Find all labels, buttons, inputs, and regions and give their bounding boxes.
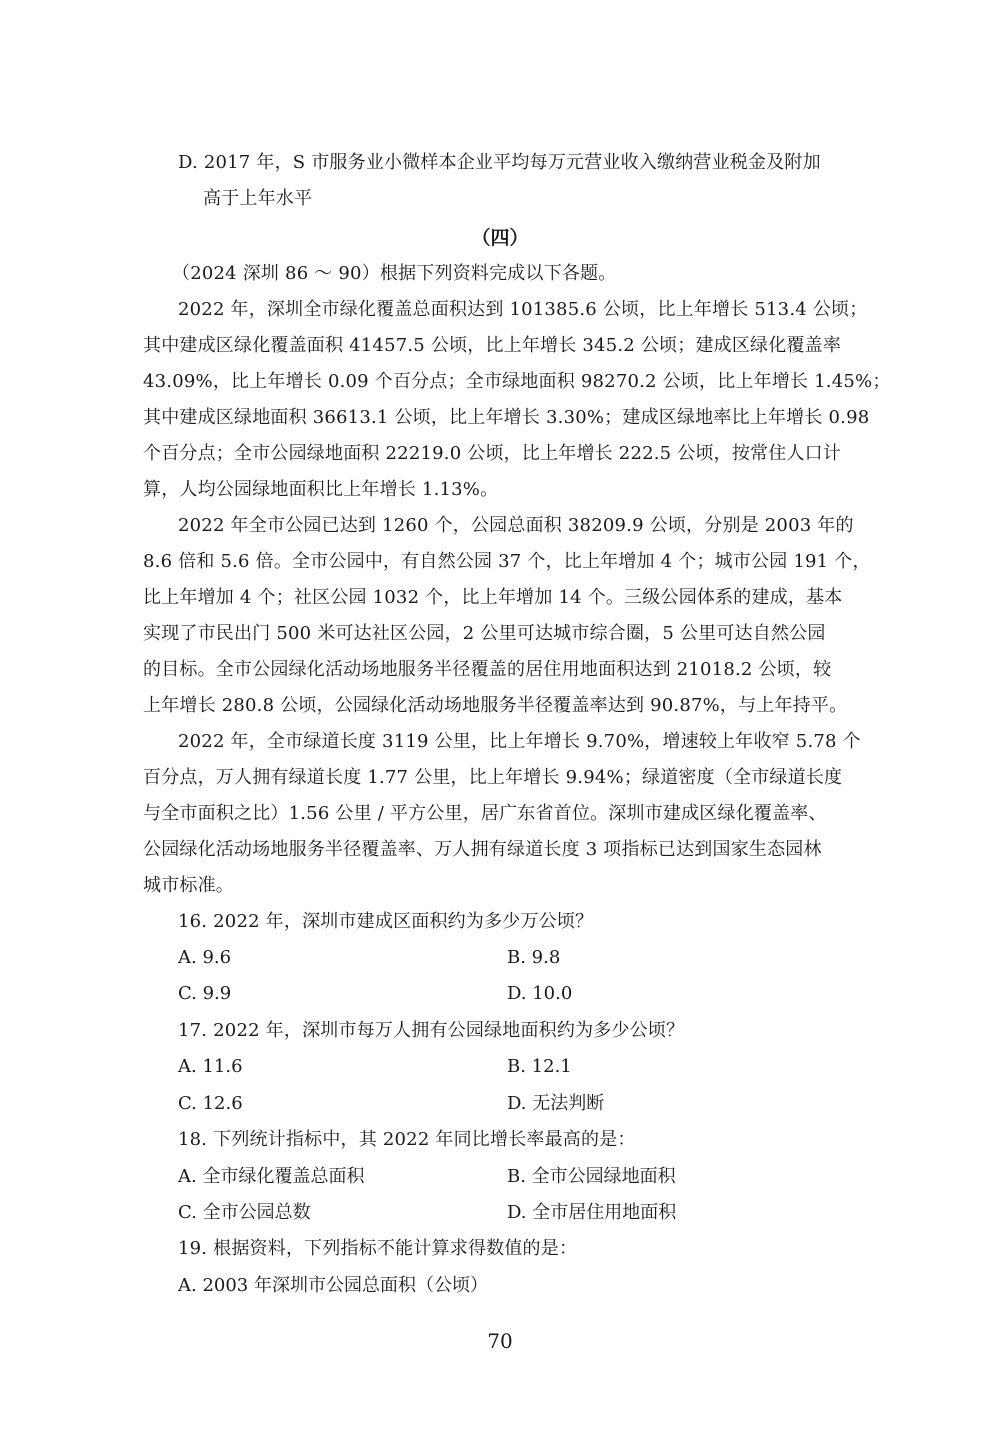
paragraph-3-line: 百分点，万人拥有绿道长度 1.77 公里，比上年增长 9.94%；绿道密度（全市绿道长度 xyxy=(143,767,843,788)
question-16-option-b: B. 9.8 xyxy=(507,947,561,968)
prev-option-d-line2: 高于上年水平 xyxy=(203,188,313,209)
prev-option-d-line1: D. 2017 年，S 市服务业小微样本企业平均每万元营业收入缴纳营业税金及附加 xyxy=(178,152,821,173)
question-17-option-d: D. 无法判断 xyxy=(507,1093,605,1114)
paragraph-2-line: 实现了市民出门 500 米可达社区公园，2 公里可达城市综合圈，5 公里可达自然公园 xyxy=(143,623,826,644)
paragraph-1-line: 43.09%，比上年增长 0.09 个百分点；全市绿地面积 98270.2 公顷，比上年增长 1.45%； xyxy=(143,371,891,392)
question-18-stem: 18. 下列统计指标中，其 2022 年同比增长率最高的是： xyxy=(178,1129,636,1150)
paragraph-2-line: 2022 年全市公园已达到 1260 个，公园总面积 38209.9 公顷，分别是 2003 年的 xyxy=(178,515,854,536)
question-16-stem: 16. 2022 年，深圳市建成区面积约为多少万公顷？ xyxy=(178,911,594,932)
question-17-option-b: B. 12.1 xyxy=(507,1056,572,1077)
question-16-option-a: A. 9.6 xyxy=(178,947,232,968)
paragraph-1-line: 其中建成区绿化覆盖面积 41457.5 公顷，比上年增长 345.2 公顷；建成区绿化覆盖率 xyxy=(143,335,842,356)
question-19-stem: 19. 根据资料，下列指标不能计算求得数值的是： xyxy=(178,1238,578,1259)
paragraph-2-line: 8.6 倍和 5.6 倍。全市公园中，有自然公园 37 个，比上年增加 4 个；城市公园 191 个， xyxy=(143,551,871,572)
page-number: 70 xyxy=(487,1329,513,1353)
paragraph-1-line: 算，人均公园绿地面积比上年增长 1.13%。 xyxy=(143,479,499,500)
question-17-option-c: C. 12.6 xyxy=(178,1093,243,1114)
question-19-option-a: A. 2003 年深圳市公园总面积（公顷） xyxy=(178,1275,488,1296)
paragraph-3-line: 城市标准。 xyxy=(143,875,234,896)
question-17-stem: 17. 2022 年，深圳市每万人拥有公园绿地面积约为多少公顷？ xyxy=(178,1020,685,1041)
paragraph-1-line: 其中建成区绿地面积 36613.1 公顷，比上年增长 3.30%；建成区绿地率比上年增长 0.98 xyxy=(143,407,870,428)
question-17-option-a: A. 11.6 xyxy=(178,1056,243,1077)
paragraph-2-line: 的目标。全市公园绿化活动场地服务半径覆盖的居住用地面积达到 21018.2 公顷，较 xyxy=(143,659,832,680)
paragraph-3-line: 2022 年，全市绿道长度 3119 公里，比上年增长 9.70%，增速较上年收窄 5.78 个 xyxy=(178,731,861,752)
question-18-option-a: A. 全市绿化覆盖总面积 xyxy=(178,1166,365,1187)
paragraph-1-line: 2022 年，深圳全市绿化覆盖总面积达到 101385.6 公顷，比上年增长 513.4 公顷； xyxy=(178,299,868,320)
question-16-option-d: D. 10.0 xyxy=(507,983,573,1004)
paragraph-2-line: 比上年增加 4 个；社区公园 1032 个，比上年增加 14 个。三级公园体系的建成，基本 xyxy=(143,587,843,608)
paragraph-2-line: 上年增长 280.8 公顷，公园绿化活动场地服务半径覆盖率达到 90.87%，与上年持平。 xyxy=(143,695,848,716)
paragraph-3-line: 公园绿化活动场地服务半径覆盖率、万人拥有绿道长度 3 项指标已达到国家生态园林 xyxy=(143,839,822,860)
section-title: （四） xyxy=(471,227,529,249)
section-intro: （2024 深圳 86 ～ 90）根据下列资料完成以下各题。 xyxy=(172,263,617,284)
question-16-option-c: C. 9.9 xyxy=(178,983,232,1004)
question-18-option-c: C. 全市公园总数 xyxy=(178,1202,311,1223)
question-18-option-b: B. 全市公园绿地面积 xyxy=(507,1166,676,1187)
paragraph-1-line: 个百分点；全市公园绿地面积 22219.0 公顷，比上年增长 222.5 公顷，按常住人口计 xyxy=(143,443,842,464)
paragraph-3-line: 与全市面积之比）1.56 公里 / 平方公里，居广东省首位。深圳市建成区绿化覆盖率、 xyxy=(143,803,827,824)
question-18-option-d: D. 全市居住用地面积 xyxy=(507,1202,677,1223)
